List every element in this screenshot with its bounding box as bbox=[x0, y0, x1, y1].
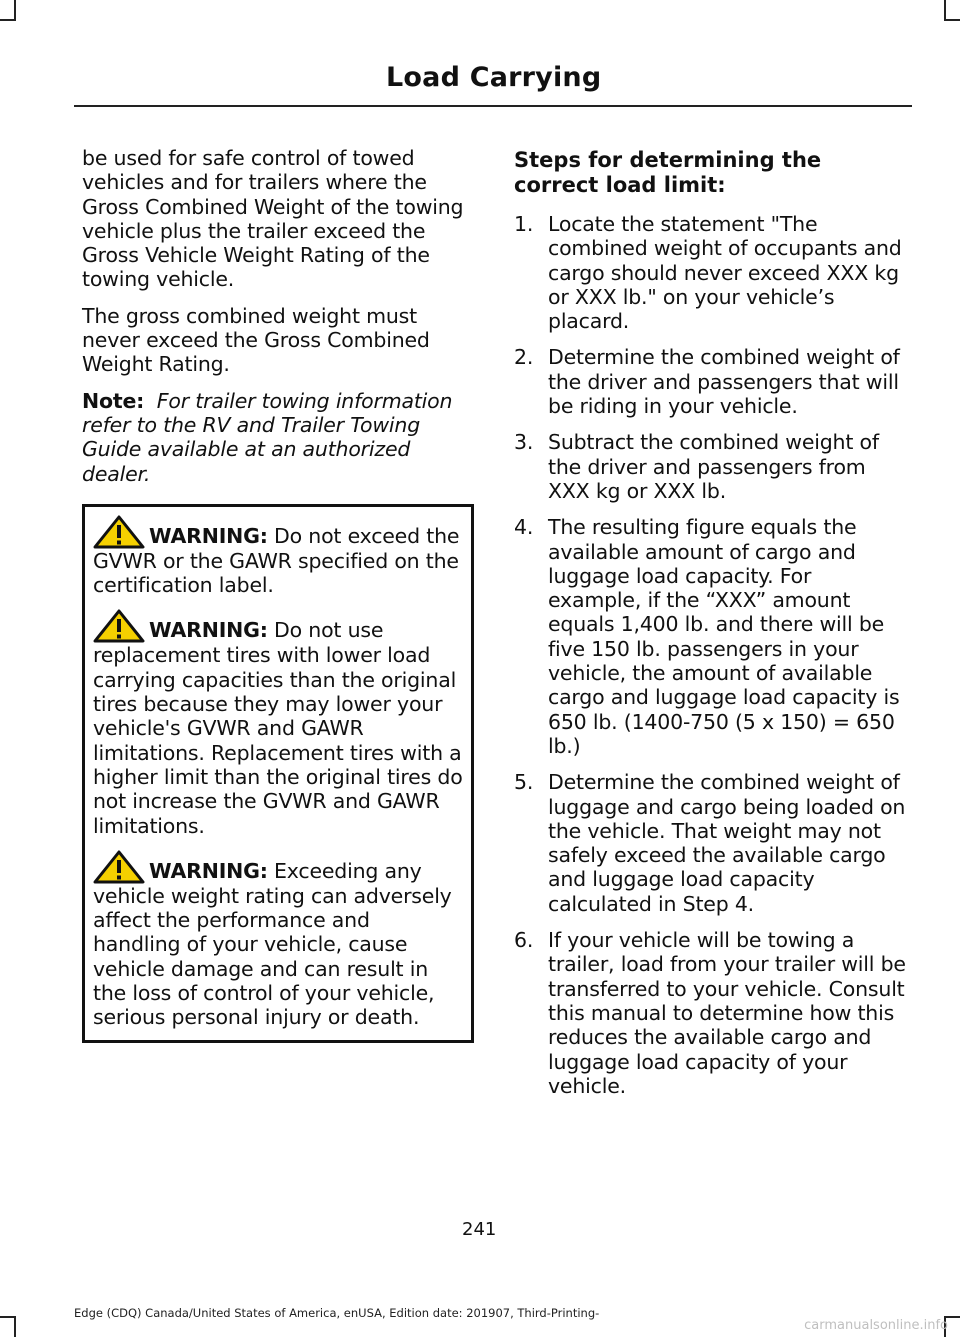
section-title: Load Carrying bbox=[386, 62, 602, 93]
body-paragraph: The gross combined weight must never exceed the Gross Combined Weight Rating. bbox=[82, 303, 430, 377]
crop-mark bbox=[0, 1316, 16, 1318]
warning-triangle-icon bbox=[93, 850, 145, 884]
note-label: Note: bbox=[82, 388, 145, 413]
step-number: 1. bbox=[514, 212, 534, 236]
warning-item bbox=[93, 850, 463, 1030]
step-text: Determine the combined weight of luggage and cargo being loaded on the vehicle. That weight may not safely exceed the available cargo and luggage load capacity calculated in Step 4. bbox=[548, 770, 906, 916]
header-rule bbox=[74, 105, 912, 107]
list-item bbox=[514, 430, 910, 503]
list-item bbox=[514, 515, 910, 758]
crop-mark bbox=[14, 1317, 16, 1337]
step-text: The resulting figure equals the available amount of cargo and luggage load capacity. For example, if the “XXX” amount equals 1,400 lb. and there will be five 150 lb. passengers in your vehicle, the amount of available cargo and luggage load capacity is 650 lb. (1400-750 (5 x 150) = 650 lb.) bbox=[548, 515, 900, 758]
step-number: 2. bbox=[514, 345, 534, 370]
warning-item bbox=[93, 515, 463, 598]
note bbox=[82, 389, 474, 486]
list-item bbox=[514, 928, 910, 1098]
crop-mark bbox=[0, 19, 16, 21]
warning-triangle-icon bbox=[93, 515, 145, 549]
warning-text: Do not exceed the GVWR or the GAWR specified on the certification label. bbox=[93, 523, 460, 598]
steps-list bbox=[514, 212, 910, 1098]
step-number: 6. bbox=[514, 928, 534, 953]
step-text: Determine the combined weight of the driver and passengers that will be riding in your vehicle. bbox=[548, 345, 900, 419]
right-column bbox=[514, 146, 910, 1110]
warning-text: Do not use replacement tires with lower load carrying capacities than the original tires because they may lower your vehicle's GVWR and GAWR limitations. Replacement tires with a higher limit than the original tires do not increase the GVWR and GAWR limitations. bbox=[93, 618, 463, 838]
crop-mark bbox=[944, 0, 946, 20]
crop-mark bbox=[944, 19, 960, 21]
warning-label: WARNING: bbox=[149, 618, 268, 643]
warning-label: WARNING: bbox=[149, 858, 268, 883]
step-number: 3. bbox=[514, 430, 534, 455]
step-number: 5. bbox=[514, 770, 534, 795]
list-item bbox=[514, 770, 910, 916]
step-text: If your vehicle will be towing a trailer, load from your trailer will be transferred to your vehicle. Consult this manual to determine how this reduces the available cargo and luggage load capacity of your vehicle. bbox=[548, 928, 906, 1098]
crop-mark bbox=[14, 0, 16, 20]
step-text: Subtract the combined weight of the driver and passengers from XXX kg or XXX lb. bbox=[548, 430, 879, 503]
steps-heading: Steps for determining the correct load limit: bbox=[514, 148, 822, 197]
warning-label: WARNING: bbox=[149, 523, 268, 548]
edition-footer: Edge (CDQ) Canada/United States of America, enUSA, Edition date: 201907, Third-Printing- bbox=[74, 1306, 600, 1320]
page-number: 241 bbox=[462, 1219, 497, 1240]
warning-triangle-icon bbox=[93, 609, 145, 643]
body-paragraph: be used for safe control of towed vehicles and for trailers where the Gross Combined Weight of the towing vehicle plus the trailer exceed the Gross Vehicle Weight Rating of the towing vehicle. bbox=[82, 146, 464, 292]
note-text: For trailer towing information refer to the RV and Trailer Towing Guide available at an authorized dealer. bbox=[82, 388, 453, 486]
warning-box bbox=[82, 504, 474, 1043]
step-text: Locate the statement "The combined weight of occupants and cargo should never exceed XXX kg or XXX lb." on your vehicle’s placard. bbox=[548, 212, 902, 334]
list-item bbox=[514, 345, 910, 418]
watermark: carmanualsonline.info bbox=[804, 1318, 948, 1333]
list-item bbox=[514, 212, 910, 333]
step-number: 4. bbox=[514, 515, 534, 540]
warning-text: Exceeding any vehicle weight rating can adversely affect the performance and handling of your vehicle, cause vehicle damage and can result in the loss of control of your vehicle, serious personal injury or death. bbox=[93, 858, 452, 1030]
warning-item bbox=[93, 609, 463, 837]
left-column bbox=[82, 146, 474, 1043]
